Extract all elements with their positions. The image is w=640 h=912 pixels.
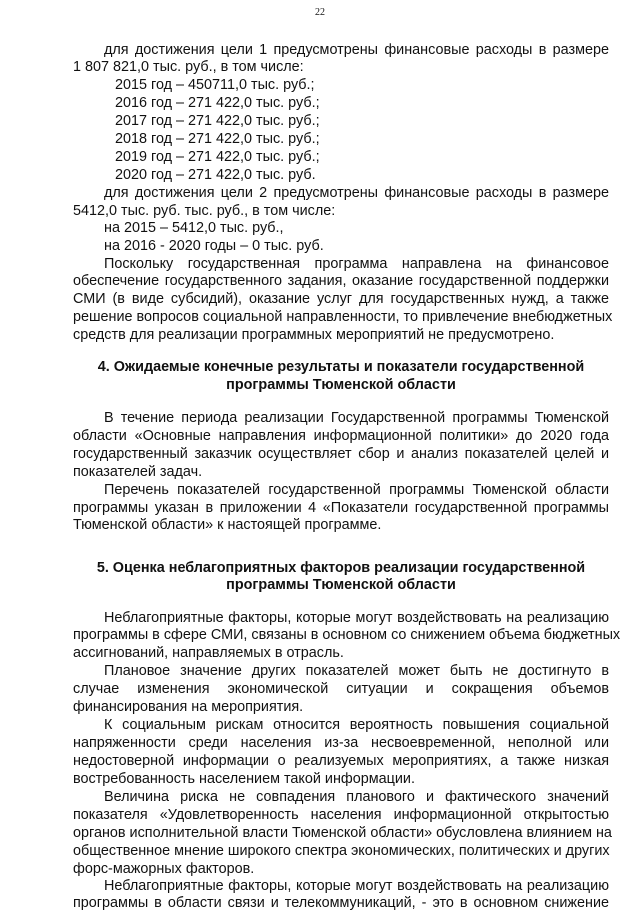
- paragraph-line: показателя «Удовлетворенность населения информационной открытостью: [73, 807, 609, 823]
- goal2-line: 5412,0 тыс. руб. тыс. руб., в том числе:: [73, 203, 336, 219]
- paragraph-line: обеспечение государственного задания, оказание государственной поддержки: [73, 273, 609, 289]
- section-5-heading: 5. Оценка неблагоприятных факторов реализации государственной: [96, 560, 586, 576]
- paragraph-line: Перечень показателей государственной программы Тюменской области: [104, 482, 609, 498]
- goal2-line: на 2016 - 2020 годы – 0 тыс. руб.: [104, 238, 324, 254]
- paragraph-line: области «Основные направления информационной политики» до 2020 года: [73, 428, 609, 444]
- paragraph-line: Величина риска не совпадения планового и фактического значений: [104, 789, 609, 805]
- paragraph-line: напряженности среди населения из-за несвоевременной, неполной или: [73, 735, 609, 751]
- paragraph-line: Тюменской области» к настоящей программе.: [73, 517, 382, 533]
- section-4-heading: 4. Ожидаемые конечные результаты и показатели государственной: [97, 359, 585, 375]
- paragraph-line: государственный заказчик осуществляет сбор и анализ показателей целей и: [73, 446, 609, 462]
- paragraph-line: программы в сфере СМИ, связаны в основном со снижением объема бюджетных: [73, 627, 621, 643]
- goal1-intro-line: для достижения цели 1 предусмотрены финансовые расходы в размере: [104, 42, 609, 58]
- paragraph-line: общественное мнение широкого спектра экономических, политических и других: [73, 843, 610, 859]
- paragraph-line: Неблагоприятные факторы, которые могут воздействовать на реализацию: [104, 610, 609, 626]
- year-amount-line: 2019 год – 271 422,0 тыс. руб.;: [115, 149, 320, 165]
- section-4-heading: программы Тюменской области: [226, 377, 456, 393]
- paragraph-line: случае изменения экономической ситуации и сокращения объемов: [73, 681, 609, 697]
- paragraph-line: К социальным рискам относится вероятность повышения социальной: [104, 717, 609, 733]
- goal2-line: на 2015 – 5412,0 тыс. руб.,: [104, 220, 284, 236]
- year-amount-line: 2020 год – 271 422,0 тыс. руб.: [115, 167, 316, 183]
- year-amount-line: 2016 год – 271 422,0 тыс. руб.;: [115, 95, 320, 111]
- year-amount-line: 2015 год – 450711,0 тыс. руб.;: [115, 77, 315, 93]
- paragraph-line: Неблагоприятные факторы, которые могут воздействовать на реализацию: [104, 878, 609, 894]
- paragraph-line: Поскольку государственная программа направлена на финансовое: [104, 256, 609, 272]
- paragraph-line: В течение периода реализации Государственной программы Тюменской: [104, 410, 609, 426]
- paragraph-line: средств для реализации программных мероприятий не предусмотрено.: [73, 327, 555, 343]
- paragraph-line: финансирования на мероприятия.: [73, 699, 304, 715]
- goal2-line: для достижения цели 2 предусмотрены финансовые расходы в размере: [104, 185, 609, 201]
- paragraph-line: программы указан в приложении 4 «Показатели государственной программы: [73, 500, 609, 516]
- paragraph-line: программы в области связи и телекоммуникаций, - это в основном снижение: [73, 895, 609, 911]
- page-number: 22: [315, 7, 325, 18]
- year-amount-line: 2017 год – 271 422,0 тыс. руб.;: [115, 113, 320, 129]
- goal1-intro-line: 1 807 821,0 тыс. руб., в том числе:: [73, 59, 304, 75]
- paragraph-line: показателей задач.: [73, 464, 203, 480]
- year-amount-line: 2018 год – 271 422,0 тыс. руб.;: [115, 131, 320, 147]
- paragraph-line: Плановое значение других показателей может быть не достигнуто в: [104, 663, 609, 679]
- paragraph-line: форс-мажорных факторов.: [73, 861, 255, 877]
- paragraph-line: СМИ (в виде субсидий), оказание услуг для государственных нужд, а также: [73, 291, 609, 307]
- paragraph-line: решение вопросов социальной направленности, то привлечение внебюджетных: [73, 309, 613, 325]
- paragraph-line: востребованность населением такой информации.: [73, 771, 415, 787]
- paragraph-line: недостоверной информации о реализуемых мероприятиях, а также низкая: [73, 753, 609, 769]
- paragraph-line: органов исполнительной власти Тюменской области» обусловлена влиянием на: [73, 825, 612, 841]
- paragraph-line: ассигнований, направляемых в отрасль.: [73, 645, 344, 661]
- section-5-heading: программы Тюменской области: [226, 577, 456, 593]
